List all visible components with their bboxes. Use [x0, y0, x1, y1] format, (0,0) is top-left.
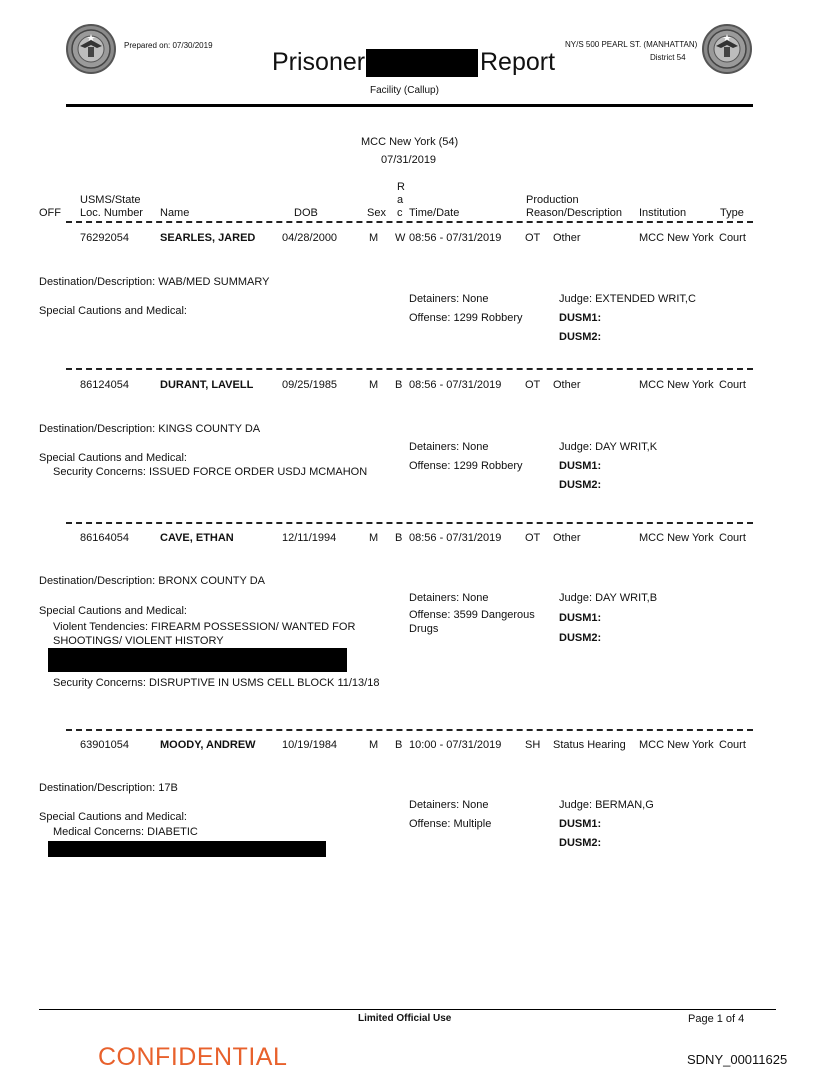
record-separator	[66, 522, 753, 524]
usms-seal-right	[702, 24, 752, 74]
district-number: District 54	[650, 53, 686, 62]
offense: Offense: 3599 Dangerous	[409, 609, 535, 621]
detainers: Detainers: None	[409, 799, 489, 811]
judge: Judge: DAY WRIT,K	[559, 441, 658, 453]
dob: 09/25/1985	[282, 379, 338, 391]
special-cautions-label: Special Cautions and Medical:	[39, 305, 187, 317]
prisoner-name: CAVE, ETHAN	[160, 532, 234, 544]
reason-description: Status Hearing	[553, 739, 626, 751]
detainers: Detainers: None	[409, 293, 489, 305]
institution: MCC New York	[639, 532, 714, 544]
reason-description: Other	[553, 379, 581, 391]
loc-number: 63901054	[80, 739, 129, 751]
judge: Judge: EXTENDED WRIT,C	[559, 293, 696, 305]
security-concern-note: Security Concerns: DISRUPTIVE IN USMS CELL BLOCK 11/13/18	[53, 677, 380, 689]
report-subtitle: Facility (Callup)	[370, 85, 439, 96]
col-race-a: a	[397, 194, 404, 206]
eagle-seal-icon	[68, 26, 114, 72]
offense-continued: Drugs	[409, 623, 439, 635]
offense: Offense: 1299 Robbery	[409, 312, 523, 324]
col-dob: DOB	[294, 207, 318, 219]
redaction-bar	[366, 49, 478, 77]
caution-note: Violent Tendencies: FIREARM POSSESSION/ WANTED FOR	[53, 621, 356, 633]
institution: MCC New York	[639, 739, 714, 751]
type: Court	[719, 739, 746, 751]
prisoner-name: DURANT, LAVELL	[160, 379, 254, 391]
col-sex: Sex	[367, 207, 386, 219]
record-separator	[66, 368, 753, 370]
judge: Judge: BERMAN,G	[559, 799, 654, 811]
prisoner-name: SEARLES, JARED	[160, 232, 256, 244]
page-number: Page 1 of 4	[688, 1013, 745, 1025]
eagle-seal-icon	[704, 26, 750, 72]
limited-official-use: Limited Official Use	[358, 1013, 452, 1024]
time-date: 10:00 - 07/31/2019	[409, 739, 502, 751]
destination: Destination/Description: 17B	[39, 782, 178, 794]
caution-note-continued: SHOOTINGS/ VIOLENT HISTORY	[53, 635, 224, 647]
destination: Destination/Description: KINGS COUNTY DA	[39, 423, 261, 435]
dusm2: DUSM2:	[559, 632, 602, 644]
sex: M	[369, 379, 379, 391]
reason-code: OT	[525, 532, 541, 544]
col-usms-line2: Loc. Number	[80, 207, 143, 219]
detainers: Detainers: None	[409, 441, 489, 453]
reason-code: OT	[525, 232, 541, 244]
facility-name: MCC New York (54)	[361, 136, 459, 148]
dusm1: DUSM1:	[559, 460, 602, 472]
special-cautions-label: Special Cautions and Medical:	[39, 811, 187, 823]
sex: M	[369, 232, 379, 244]
reason-description: Other	[553, 232, 581, 244]
reason-code: OT	[525, 379, 541, 391]
header-dashed-rule	[66, 221, 753, 223]
dusm2: DUSM2:	[559, 479, 602, 491]
judge: Judge: DAY WRIT,B	[559, 592, 658, 604]
loc-number: 86164054	[80, 532, 129, 544]
race: B	[395, 379, 403, 391]
special-cautions-label: Special Cautions and Medical:	[39, 452, 187, 464]
type: Court	[719, 232, 746, 244]
col-race-c: c	[397, 207, 403, 219]
loc-number: 86124054	[80, 379, 129, 391]
dusm2: DUSM2:	[559, 837, 602, 849]
time-date: 08:56 - 07/31/2019	[409, 232, 502, 244]
dusm1: DUSM1:	[559, 612, 602, 624]
detainers: Detainers: None	[409, 592, 489, 604]
sex: M	[369, 739, 379, 751]
usms-seal-left	[66, 24, 116, 74]
col-usms-line1: USMS/State	[80, 194, 141, 206]
caution-note: Medical Concerns: DIABETIC	[53, 826, 198, 838]
record-separator	[66, 729, 753, 731]
dusm2: DUSM2:	[559, 331, 602, 343]
report-title-left: Prisoner	[272, 48, 366, 76]
col-off: OFF	[39, 207, 61, 219]
col-institution: Institution	[639, 207, 687, 219]
bates-number: SDNY_00011625	[687, 1052, 788, 1067]
dusm1: DUSM1:	[559, 818, 602, 830]
offense: Offense: Multiple	[409, 818, 492, 830]
special-cautions-label: Special Cautions and Medical:	[39, 605, 187, 617]
reason-description: Other	[553, 532, 581, 544]
time-date: 08:56 - 07/31/2019	[409, 379, 502, 391]
col-production-line2: Reason/Description	[526, 207, 622, 219]
institution: MCC New York	[639, 232, 714, 244]
sex: M	[369, 532, 379, 544]
race: B	[395, 532, 403, 544]
redaction-bar	[48, 841, 326, 857]
dob: 10/19/1984	[282, 739, 338, 751]
race: W	[395, 232, 406, 244]
destination: Destination/Description: WAB/MED SUMMARY	[39, 276, 270, 288]
type: Court	[719, 379, 746, 391]
col-race-r: R	[397, 181, 405, 193]
redaction-bar	[48, 648, 347, 672]
col-type: Type	[720, 207, 744, 219]
dusm1: DUSM1:	[559, 312, 602, 324]
offense: Offense: 1299 Robbery	[409, 460, 523, 472]
destination: Destination/Description: BRONX COUNTY DA	[39, 575, 265, 587]
col-production-line1: Production	[526, 194, 579, 206]
type: Court	[719, 532, 746, 544]
reason-code: SH	[525, 739, 541, 751]
footer-rule	[39, 1009, 776, 1010]
loc-number: 76292054	[80, 232, 129, 244]
prepared-on: Prepared on: 07/30/2019	[124, 41, 213, 50]
race: B	[395, 739, 403, 751]
time-date: 08:56 - 07/31/2019	[409, 532, 502, 544]
confidential-stamp: CONFIDENTIAL	[98, 1043, 288, 1071]
header-rule	[66, 104, 753, 107]
report-title-right: Report	[480, 48, 556, 76]
district-location: NY/S 500 PEARL ST. (MANHATTAN)	[565, 40, 698, 49]
dob: 04/28/2000	[282, 232, 338, 244]
col-time: Time/Date	[409, 207, 460, 219]
institution: MCC New York	[639, 379, 714, 391]
col-name: Name	[160, 207, 190, 219]
facility-date: 07/31/2019	[381, 154, 437, 166]
caution-note: Security Concerns: ISSUED FORCE ORDER USDJ MCMAHON	[53, 466, 368, 478]
dob: 12/11/1994	[282, 532, 337, 544]
prisoner-name: MOODY, ANDREW	[160, 739, 256, 751]
